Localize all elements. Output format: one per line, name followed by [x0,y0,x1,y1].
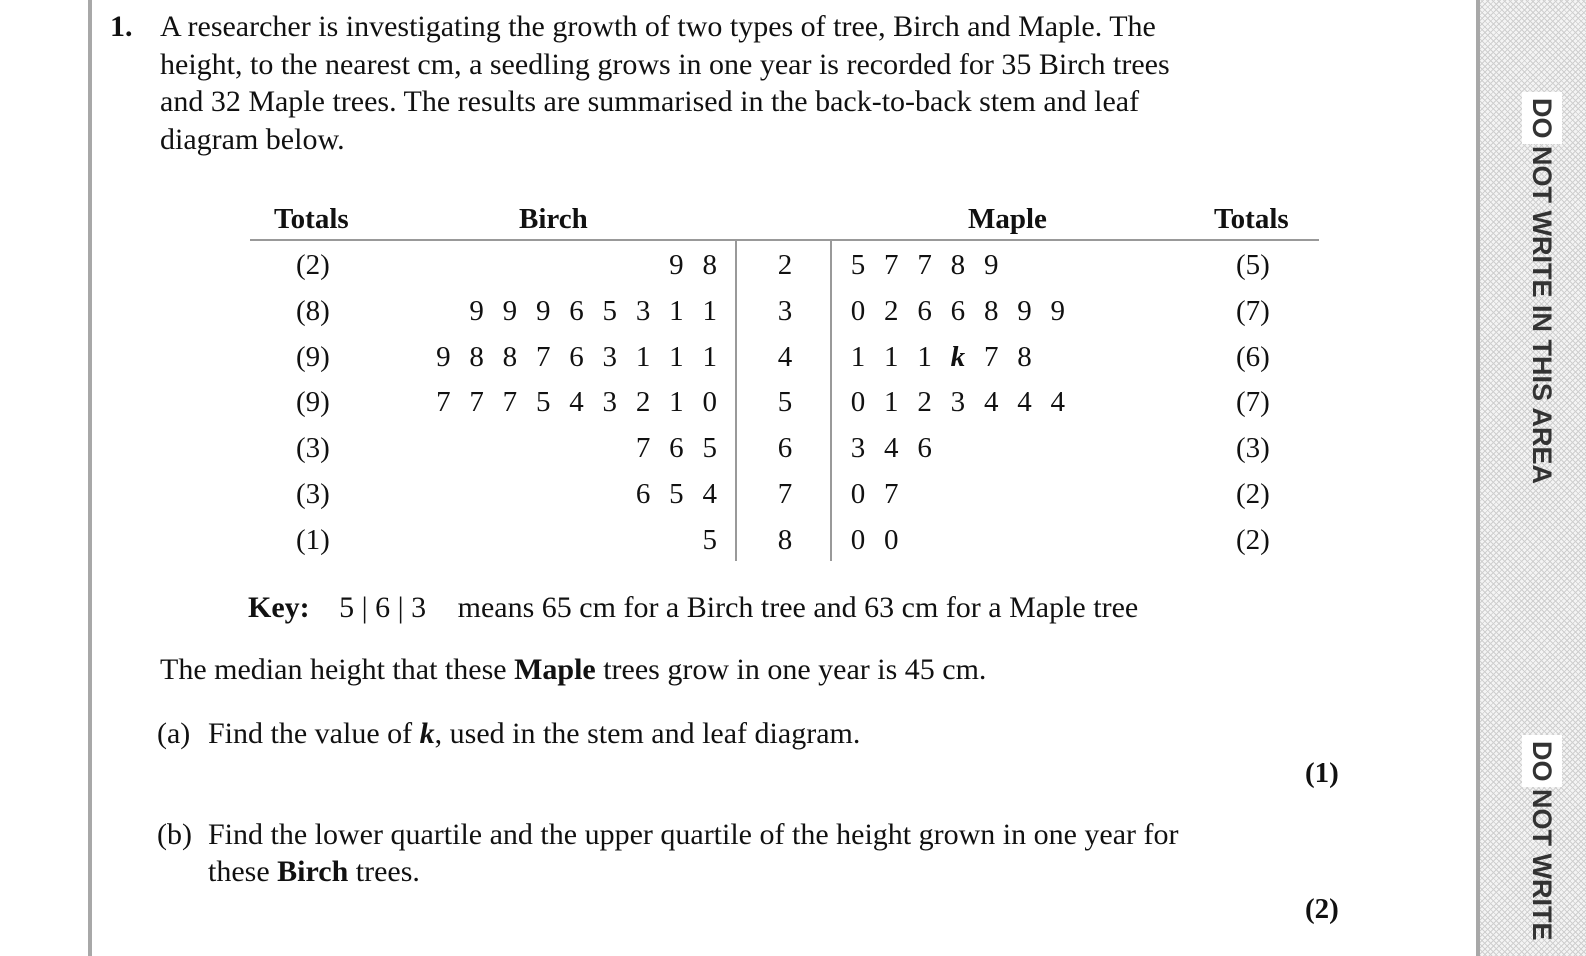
leaf-digit: 9 [1050,294,1066,327]
leaf-digit: 6 [950,294,966,327]
leaf-digit: 1 [917,340,932,373]
leaf-digit: 6 [569,340,585,373]
part-a-text-after: , used in the stem and leaf diagram. [434,717,861,750]
leaf-digit: 0 [850,386,866,419]
stem-divider-right [830,241,832,561]
part-b-label: (b) [157,818,192,851]
leaf-digit: 5 [702,523,718,556]
leaf-digit: 7 [884,478,899,510]
leaf-digit: 7 [535,340,552,373]
leaf-digit: 0 [850,294,866,327]
birch-total: (8) [296,294,330,327]
maple-total: (7) [1236,386,1270,419]
leaf-digit: 6 [569,294,585,327]
leaf-digit: 7 [884,249,899,281]
leaf-digit: 1 [702,294,718,327]
maple-total: (2) [1236,478,1270,510]
part-a-text [208,715,860,752]
birch-leaves [467,294,720,328]
part-b-line-1: Find the lower quartile and the upper quartile of the height grown in one year for [208,818,1179,851]
stem-value: 5 [777,386,793,419]
leaf-digit: 4 [702,478,718,510]
stem-value: 3 [777,294,793,327]
unknown-leaf-k: k [950,340,966,373]
totals-right-header: Totals [1214,203,1289,235]
leaf-digit: 5 [602,294,618,327]
stem-value: 8 [777,523,793,556]
leaf-digit: 4 [1050,386,1066,419]
leaf-digit: 8 [469,340,485,373]
stem-value: 4 [777,340,793,373]
maple-leaves [848,477,901,511]
maple-total: (5) [1236,249,1270,281]
stem-divider-left [735,241,737,561]
leaf-digit: 8 [702,249,718,281]
maple-leaves [848,294,1068,328]
leaf-digit: 9 [669,249,685,281]
leaf-digit: 7 [469,386,485,419]
leaf-digit: 7 [502,386,518,419]
intro-line: height, to the nearest cm, a seedling grows in one year is recorded for 35 Birch trees [160,47,1170,81]
leaf-digit: 6 [669,432,685,465]
part-b-text [208,816,1179,890]
leaf-digit: 8 [1017,340,1032,373]
leaf-digit: 5 [850,249,866,281]
header-rule [250,239,1319,241]
leaf-digit: 1 [884,340,899,373]
leaf-digit: 1 [635,340,651,373]
part-b-marks: (2) [1305,893,1339,925]
leaf-digit: 9 [1017,294,1032,327]
leaf-digit: 8 [502,340,518,373]
birch-total: (9) [296,386,330,419]
intro-line: diagram below. [160,122,345,156]
birch-leaves [434,340,720,374]
birch-leaves [633,477,720,511]
leaf-digit: 9 [502,294,518,327]
birch-leaves [667,248,720,282]
leaf-digit: 3 [850,432,866,465]
leaf-digit: 4 [569,386,585,419]
leaf-digit: 3 [950,386,966,419]
birch-total: (3) [296,432,330,465]
leaf-digit: 1 [669,340,685,373]
median-text-bold: Maple [514,653,596,686]
key-meaning: means 65 cm for a Birch tree and 63 cm for a Maple tree [457,591,1139,624]
birch-total: (2) [296,249,330,281]
maple-total: (3) [1236,432,1270,465]
stem-value: 7 [777,478,793,510]
leaf-digit: 1 [669,386,685,419]
birch-total: (3) [296,478,330,510]
leaf-digit: 3 [602,386,618,419]
maple-leaves [848,385,1068,419]
leaf-digit: 0 [884,523,899,556]
part-b-line-2-after: trees. [348,855,420,888]
part-b-line-2-bold: Birch [277,855,349,888]
leaf-digit: 4 [1017,386,1032,419]
leaf-digit: 9 [535,294,552,327]
leaf-digit: 1 [884,386,899,419]
leaf-digit: 7 [983,340,999,373]
leaf-digit: 3 [635,294,651,327]
key-label: Key: [248,591,310,624]
diagram-key [248,590,1138,626]
maple-leaves [848,523,901,557]
maple-leaves [848,340,1034,374]
totals-left-header: Totals [274,203,349,235]
leaf-digit: 3 [602,340,618,373]
birch-leaves [700,523,720,557]
birch-leaves [633,431,720,465]
part-a-marks: (1) [1305,757,1339,789]
leaf-digit: 0 [702,386,718,419]
median-text-after: trees grow in one year is 45 cm. [595,653,987,686]
maple-total: (6) [1236,340,1270,373]
stem-value: 6 [777,432,793,465]
median-text-before: The median height that these [160,653,515,686]
leaf-digit: 4 [884,432,899,465]
leaf-digit: 9 [983,249,999,281]
leaf-digit: 7 [436,386,452,419]
birch-header: Birch [519,203,588,235]
stem-value: 2 [777,249,793,281]
leaf-digit: 1 [669,294,685,327]
leaf-digit: 7 [917,249,932,281]
question-number: 1. [110,10,133,43]
leaf-digit: 9 [469,294,485,327]
maple-leaves [848,248,1001,282]
intro-line: and 32 Maple trees. The results are summarised in the back-to-back stem and leaf [160,85,1140,118]
birch-total: (9) [296,340,330,373]
birch-leaves [434,385,720,419]
leaf-digit: 5 [702,432,718,465]
leaf-digit: 1 [702,340,718,373]
part-b-line-2-before: these [208,855,278,888]
maple-header: Maple [968,203,1047,235]
maple-total: (7) [1236,294,1270,327]
leaf-digit: 8 [983,294,999,327]
do-not-write-label-partial [1522,735,1562,787]
leaf-digit: 9 [436,340,452,373]
leaf-digit: 7 [635,432,651,465]
leaf-digit: 0 [850,523,866,556]
part-a-variable: k [419,717,435,750]
leaf-digit: 1 [850,340,866,373]
leaf-digit: 6 [917,432,932,465]
birch-total: (1) [296,523,330,556]
leaf-digit: 2 [917,386,932,419]
leaf-digit: 2 [884,294,899,327]
maple-leaves [848,431,935,465]
part-a-label: (a) [157,717,191,750]
leaf-digit: 6 [635,478,651,510]
part-a-text-before: Find the value of [208,717,420,750]
median-statement [160,652,986,688]
leaf-digit: 8 [950,249,966,281]
leaf-digit: 0 [850,478,866,510]
intro-line: A researcher is investigating the growth of two types of tree, Birch and Maple. The [160,10,1156,43]
key-example: 5 | 6 | 3 [339,591,427,624]
leaf-digit: 5 [535,386,552,419]
leaf-digit: 2 [635,386,651,419]
leaf-digit: 4 [983,386,999,419]
maple-total: (2) [1236,523,1270,556]
leaf-digit: 5 [669,478,685,510]
leaf-digit: 6 [917,294,932,327]
